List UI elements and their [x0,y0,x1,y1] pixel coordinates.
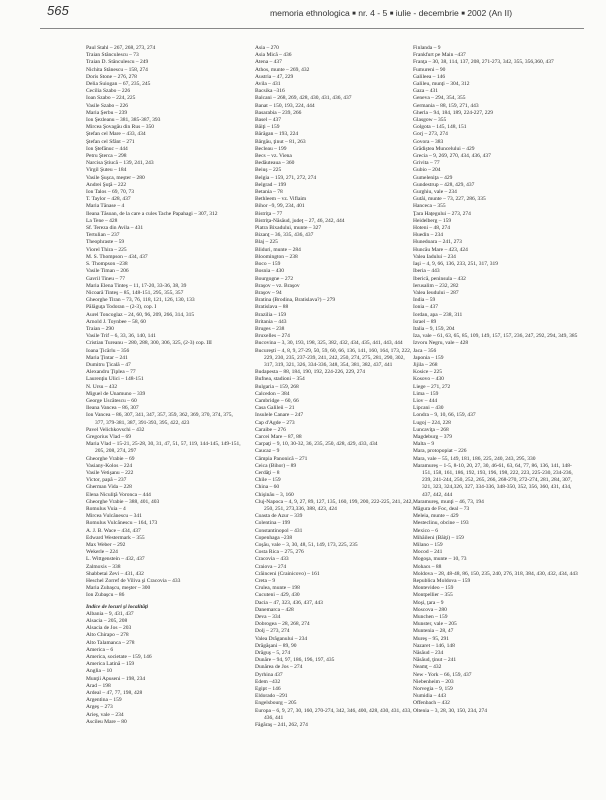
index-entry: Ştefan cel Mare – 433, 434 [86,131,146,138]
index-entry: Bârgău, ţinut – 81, 263 [255,138,306,145]
index-entry: Valea Ieudului – 287 [413,289,459,296]
index-entry: Maria Tănase – 4 [86,203,125,210]
index-entry: New - York – 66, 159, 437 [413,671,472,678]
index-entry: A. J. B. Wace – 434, 437 [86,527,141,534]
index-entry: Ştefan cel Sfânt – 271 [86,138,135,145]
index-entry: Zalmoxis – 338 [86,563,121,570]
index-entry: Traian – 290 [86,325,114,332]
index-entry: America – 6 [86,646,114,653]
index-entry: Grecia – 9, 269, 270, 434, 436, 437 [413,153,491,160]
index-entry: Iza, vale – 61, 63, 65, 85, 109, 149, 157, 157, 236, 247, 292, 294, 349, 385 [413,333,578,340]
index-entry: Huedin – 234 [413,232,443,239]
index-entry: Heidelberg – 159 [413,217,452,224]
index-entry: Oltenia – 3, 28, 30, 150, 234, 274 [413,707,487,714]
index-entry: Cristian Tureanu – 280, 288, 300, 306, 325, (2-3) cop. III [86,340,212,347]
index-entry: Năsăud – 234 [413,650,444,657]
index-entry: Bratislava – 88 [255,304,289,311]
index-entry: Republica Moldova – 159 [413,578,471,585]
index-entry: Becs – vz. Viena [255,153,292,160]
index-entry: Ileana Tăsoan, de la care a cules Tache Papahagi – 307, 312 [86,210,218,217]
index-entry: M. S. Thompson – 434, 437 [86,253,148,260]
index-entry: Fumureni – 90 [413,66,446,73]
index-entry: Gheorghe Tiran – 73, 76, 118, 121, 126, 130, 133 [86,297,195,304]
index-entry: Milano – 159 [413,542,443,549]
index-entry: Craiova – 274 [255,563,287,570]
index-entry: Gavril Tineu – 77 [86,275,125,282]
index-entry: Alsacia – 205, 208 [86,618,128,625]
index-entry: Brazilia – 159 [255,311,287,318]
header-rule [40,28,584,29]
index-entry: Moşi, ţara – 9 [413,599,444,606]
index-entry: Basarabia – 239, 266 [255,109,302,116]
index-entry: T. Taylor – 428, 437 [86,196,131,203]
index-column-2 [255,45,413,729]
index-entry: Arnold J. Toynbee – 58, 60 [86,318,146,325]
index-entry: Narcisa Ştiucă – 139, 241, 243 [86,160,154,167]
index-entry: Calcedon – 384 [255,390,290,397]
index-entry: Mircea Vulcănescu – 341 [86,513,142,520]
persons-index-list [86,45,241,600]
index-entry: Nazaret – 146, 148 [413,642,455,649]
index-entry: Drăguş – 5, 274 [255,650,291,657]
index-entry: Govora – 383 [413,138,444,145]
index-entry: Bizanţ – 36, 335, 436, 437 [255,232,314,239]
index-entry: Wekerle – 224 [86,549,118,556]
index-entry: Engelsbourg – 205 [255,700,297,707]
index-entry: N. Ursu – 432 [86,383,118,390]
index-entry: Bethleem – vz. Viflaim [255,196,307,203]
index-column-1 [86,45,241,726]
index-entry: Gherla – 94, 184, 189, 224-227, 229 [413,109,494,116]
index-entry: Crăinceni (Crainicovo) – 161 [255,570,320,577]
index-entry: Caucaz – 9 [255,448,280,455]
index-entry: Elena Niculiţă Voronca – 444 [86,491,151,498]
index-entry: Romulus Vuia – 4 [86,506,126,512]
index-entry: Gheorghe Vrabie – 69 [86,455,135,462]
index-entry: Chile – 159 [255,477,281,484]
index-entry: Geneva – 294, 354, 355 [413,95,466,102]
index-entry: Anglia – 10 [86,668,112,675]
index-entry: Jaca – 356 [413,347,437,354]
index-entry: Alsacia de Jos – 203 [86,625,132,632]
index-entry: Ion Zubaşcu – 86 [86,592,125,599]
index-entry: Ierusalim – 232, 282 [413,282,459,289]
index-entry: Doris Stone – 276, 278 [86,73,137,80]
index-entry: Vasile Şuşca, meşter – 280 [86,174,145,181]
index-entry: Arieş, vale – 234 [86,711,124,718]
index-entry: Beiuş – 225 [255,167,282,174]
index-entry: Ceica (Bihor) – 89 [255,462,297,469]
index-entry: Basel – 437 [255,117,281,124]
index-entry: Hanceca – 355 [413,203,446,210]
index-entry: Eldorado –291 [255,693,288,700]
index-entry: Blaj – 225 [255,239,278,246]
index-entry: Bucureşti – 4, 8, 9, 27-29, 50, 59, 60, 66, 136, 141, 160, 164, 173, 222, 229, 230, 235, 237-239, 241, 242, 250, 274, 275, 281, 290, 302, 317, 319, 321, 326, 334-336, 348, 354, 381, 382, 437, 441 [255,347,412,368]
index-entry: Ţara Haţegului – 273, 274 [413,210,471,217]
separator-square: ■ [389,11,394,17]
index-entry: Petru Şterca – 298 [86,153,127,160]
index-entry: Iordan, apa – 238, 311 [413,311,463,318]
index-entry: Hoteni – 48, 274 [413,225,450,232]
index-entry: Munţii Apuseni – 198, 234 [86,675,146,682]
index-entry: Albania – 9, 431, 437 [86,610,134,617]
index-entry: Boco – 159 [255,261,281,268]
places-index-title: Indice de locuri şi localităţi [86,603,149,610]
index-entry: Pălăguţa Todoran – (2-3), cop. I [86,304,157,311]
index-entry: America, societate – 159, 146 [86,654,152,661]
index-entry: Bratina (Brodina, Bratislava?) – 279 [255,297,336,304]
index-entry: Bulgaria – 159, 268 [255,383,299,390]
index-entry: Cerdăţi – 8 [255,469,280,476]
index-entry: Coasta de Azur – 339 [255,513,303,520]
index-entry: Ardeal – 47, 77, 198, 428 [86,690,143,697]
index-entry: Edward Westermark – 355 [86,534,145,541]
index-entry: Maria Vlad – 15-21, 25-28, 30, 31, 47, 51, 57, 119, 144-145, 149-151, 205, 208, 274, 297 [86,441,241,455]
index-entry: Cracovia – 433 [255,556,289,563]
index-entry: Piatra Bixadului, munte – 327 [255,225,322,232]
index-entry: S. Thompson –238 [86,261,128,268]
index-entry: Laurenţiu Ulici – 148-151 [86,376,144,383]
index-entry: Belgrad – 199 [255,181,287,188]
index-entry: La Tene – 428 [86,217,118,224]
index-entry: Luncaviţa – 268 [413,426,449,433]
index-entry: China – 60 [255,484,280,491]
index-entry: Valea Iadului – 234 [413,253,456,260]
index-column-3 [413,45,578,715]
index-entry: Bufnea, stadioni – 354 [255,376,305,383]
index-entry: Avila – 431 [255,81,281,88]
index-entry: Mocod – 241 [413,549,443,556]
index-entry: George Uscătescu – 60 [86,397,137,404]
page-number: 565 [47,3,69,18]
index-entry: Magdeburg – 379 [413,433,453,440]
index-entry: Maramureş – 1-5, 8-10, 20, 27, 30, 46-61, 63, 64, 77, 86, 136, 141, 148-151, 158, 161, 186, 192, 193, 196, 198, 222, 223, 225-230, 234-236, 239, 241-244, 250, 252, 265, 266, 268-270, 272-274, 281, 284, 307, 321, 323, 324,326, 327, 334-336, 348-350, 352, 356, 360, 431, 434, 437, 442, 444 [413,462,573,498]
index-entry: Constantinopol – 431 [255,527,303,534]
index-entry: Dunărea de Jos – 274 [255,664,303,671]
index-entry: Budapesta – 88, 184, 190, 192, 224-226, 229, 274 [255,369,365,376]
index-entry: Iberică, peninsula – 432 [413,275,466,282]
index-entry: Maramureş, munţi – 46, 73, 194 [413,498,484,505]
journal-header [270,8,512,18]
index-entry: Gundestrup – 428, 429, 437 [413,181,475,188]
index-entry: Munster, vale – 205 [413,621,457,628]
index-entry: Mesteclinu, obcine – 193 [413,520,469,527]
index-entry: Vasiany-Kolos – 224 [86,462,133,469]
index-entry: Montpellier – 355 [413,592,453,599]
index-entry: Iaşi – 4, 9, 66, 136, 233, 251, 317, 319 [413,261,498,268]
index-entry: Câmpia Panonică – 271 [255,455,308,462]
index-entry: Europa – 6, 9, 27, 30, 160, 270-274, 342, 346, 400, 428, 430, 431, 433, 436, 441 [255,707,412,721]
index-entry: Jijila – 268 [413,361,438,368]
index-entry: Caraibe – 276 [255,426,286,433]
index-entry: Huncău Mare – 423, 424 [413,246,468,253]
index-entry: Galileea – 146 [413,73,446,80]
index-entry: Dacia – 47, 323, 436, 437, 443 [255,599,323,606]
index-entry: Franţa – 30, 38, 114, 137, 208, 271-273, 342, 355, 356,360, 437 [413,59,554,66]
index-entry: Arad – 198 [86,682,111,689]
index-entry: Ileana Vancea – 86, 307 [86,405,139,412]
index-entry: America Latină – 159 [86,661,135,668]
index-entry: Dunăre – 94, 97, 186, 196, 197, 435 [255,657,335,664]
index-entry: Vasile Timan – 206 [86,268,129,275]
index-entry: Kosice – 225 [413,369,443,376]
index-entry: Shabbetai Zevi – 431, 432 [86,570,144,577]
index-entry: Iberia – 443 [413,268,440,275]
index-entry: Britania – 443 [255,318,287,325]
index-entry: Italia – 9, 159, 204 [413,325,455,332]
index-entry: Balcani – 268, 269, 428, 430, 431, 436, 437 [255,95,352,102]
index-entry: Egipt – 146 [255,686,281,693]
issue-period: iulie - decembrie [395,8,459,18]
index-entry: Golgota – 145, 148, 151 [413,124,467,131]
index-entry: Copenhaga –238 [255,534,293,541]
index-entry: Lugoj – 224, 228 [413,419,451,426]
index-entry: Dyrhina 437 [255,671,283,678]
index-entry: Alexandru Ţiplea – 77 [86,369,136,376]
index-entry: Victor, papă – 237 [86,477,127,484]
index-entry: Insulele Canare – 247 [255,412,304,419]
index-entry: Gorj – 273, 274 [413,131,448,138]
index-entry: Creta – 9 [255,578,276,585]
index-entry: Bistriţa-Năsăud, judeţ – 27, 46, 242, 444 [255,217,345,224]
index-entry: Carpaţi – 9, 10, 30-32, 36, 235, 250, 428, 429, 433, 434 [255,441,378,448]
index-entry: Grădiştea Muncelului – 429 [413,145,475,152]
index-entry: Aurel Toncoglaz – 24, 60, 96, 209, 266, 314, 315 [86,311,195,318]
index-entry: Cap d'Agde – 273 [255,419,295,426]
index-entry: Carcei Mare – 87, 88 [255,433,302,440]
index-entry: Vasile Vetişanu – 222 [86,469,134,476]
index-entry: Bacsika –316 [255,88,285,95]
index-entry: Gheorghe Vrabie – 388, 401, 403 [86,498,160,505]
index-entry: Deva – 334 [255,614,281,621]
index-entry: Becleau – 199 [255,145,287,152]
index-entry: Andrei Şuţă – 222 [86,181,127,188]
index-entry: Norvegia – 9, 159 [413,686,453,693]
index-entry: Dolj – 273, 274 [255,628,290,635]
index-entry: Kosovo – 430 [413,376,444,383]
index-entry: Betania – 78 [255,189,283,196]
index-entry: Frankfurt pe Main –437 [413,52,466,59]
index-entry: Danemarca – 428 [255,606,294,613]
index-entry: Gumeleniţa – 429 [413,174,453,181]
index-entry: Crulea, munte – 198 [255,585,300,592]
index-entry: Făgăraş – 241, 262, 274 [255,722,308,729]
index-entry: Mexico – 6 [413,527,439,534]
index-entry: Alto Talamanca – 278 [86,639,135,646]
index-entry: Paul Stahl – 267, 268, 273, 274 [86,45,156,51]
index-entry: Mogoşa, munte – 10, 73 [413,556,467,563]
index-entry: Mircea Şovagău din Rus – 350 [86,124,154,131]
index-entry: Liege – 271, 272 [413,383,451,390]
index-entry: Offenbach – 432 [413,700,450,707]
index-entry: India – 59 [413,297,436,304]
index-entry: Munchen – 159 [413,614,448,621]
index-entry: Ion Talos – 69, 70, 73 [86,189,134,196]
index-entry: Bruxelles – 274 [255,333,290,340]
index-entry: Dobrogea – 28, 268, 274 [255,621,310,628]
index-entry: Cecilia Szabo – 226 [86,88,131,95]
index-entry: Maria Şerbu – 239 [86,109,128,116]
index-entry: Austria – 47, 229 [255,73,294,80]
index-entry: Bărăgan – 193, 224 [255,131,299,138]
index-entry: Bliduri, munte – 284 [255,246,301,253]
index-entry: Heschel Zorref de Viliva şi Cracovia – 433 [86,578,181,585]
index-entry: Ion Ştefănuc – 444 [86,145,128,152]
index-entry: Montevideo – 159 [413,585,454,592]
index-entry: Lima – 159 [413,390,439,397]
index-entry: Gregorius Vlad – 69 [86,433,131,440]
index-entry: Meleia, munte – 429 [413,513,459,520]
index-entry: Finlanda – 9 [413,45,441,51]
index-entry: Bruges – 238 [255,325,285,332]
index-entry: Neamţ – 432 [413,664,442,671]
index-entry: Japonia – 159 [413,354,444,361]
index-entry: Nichita Stănescu – 158, 274 [86,66,148,73]
index-entry: Hunedoara – 241, 273 [413,239,462,246]
index-entry: Nicoară Tinteş – 85, 148-151, 295, 355, 357 [86,289,184,296]
index-entry: Bistriţa – 77 [255,210,283,217]
index-entry: Athos, munte – 269, 432 [255,66,310,73]
places-index-list [86,611,241,726]
issue-year: 2002 (An II) [467,8,513,18]
index-entry: Banat – 150, 193, 224, 444 [255,102,315,109]
index-entry: Mara, protopopiat – 226 [413,448,467,455]
index-entry: Gherman Vida – 228 [86,484,132,491]
separator-square: ■ [461,11,465,17]
index-entry: Romulus Vulcănescu – 164, 173 [86,520,158,527]
index-entry: Sf. Tereza din Avila – 431 [86,225,144,232]
index-entry: Chişinău – 3, 160 [255,491,294,498]
index-entry: Pavel Velichkovschi – 432 [86,426,145,433]
index-entry: Edem –432 [255,678,281,685]
index-entry: Londra – 9, 10, 66, 159, 437 [413,412,476,419]
index-entry: Cluj-Napoca – 4, 9, 27, 89, 127, 135, 160, 199, 200, 222-225, 241, 242, 250, 251, 273,336, 388, 423, 424 [255,498,413,512]
index-entry: Ascileu Mare – 80 [86,718,127,725]
index-entry: Vasile Szabo – 226 [86,102,129,109]
index-entry: Izvoru Negru, vale – 428 [413,340,469,347]
index-entry: Ioana Ţicărlu – 356 [86,347,130,354]
index-entry: Asia Mică – 436 [255,52,292,59]
index-entry: Alto Chirapo – 278 [86,632,129,639]
index-entry: Delia Suiogan – 67, 235, 245 [86,81,151,88]
index-entry: Maria Elena Tinteş – 11, 17-20, 33-36, 38, 39 [86,282,187,289]
index-entry: L. Wittgenstein – 432, 437 [86,556,145,563]
index-entry: Vasile Trif – 6, 33, 36, 140, 141 [86,333,156,340]
index-entry: Bourgogne – 272 [255,275,294,282]
index-entry: Lipcani – 430 [413,405,444,412]
index-entry: Costa Rica – 275, 276 [255,549,304,556]
index-entry: Bedăuteaua – 360 [255,160,295,167]
index-entry: Israel – 89 [413,318,437,325]
index-entry: Ion Şezleanu – 381, 385-387, 393 [86,117,161,124]
index-entry: Ion Vancea – 86, 307, 341, 347, 357, 359, 362, 369, 370, 374, 375, 377, 379-381, 387, 391-393, 395, 422, 423 [86,412,233,426]
index-entry: Cucuteni – 429, 430 [255,592,300,599]
index-entry: Ionia – 437 [413,304,439,311]
index-entry: Malta – 9 [413,441,435,448]
index-entry: Bosnia – 430 [255,268,285,275]
index-entry: Viorel Thira – 225 [86,246,127,253]
index-entry: Gurghiu, vale – 234 [413,189,457,196]
index-entry: Miguel de Unamuno – 339 [86,390,146,397]
index-entry: Glasgow – 355 [413,117,447,124]
index-entry: Maria Ţintar – 241 [86,354,128,361]
index-entry: Argentina – 159 [86,697,122,704]
journal-title: memoria ethnologica [270,8,350,18]
index-entry: Virgil Şuteu – 184 [86,167,127,174]
separator-square: ■ [352,11,356,17]
index-entry: Atena – 437 [255,59,282,66]
index-entry: Dumitru Ţicală – 47 [86,361,131,368]
index-entry: Mureş – 95, 291 [413,635,450,642]
index-entry: Belgia – 159, 271, 272, 274 [255,174,317,181]
index-entry: Mohacs – 88 [413,563,442,570]
index-entry: Niebenheim – 203 [413,678,454,685]
index-entry: Valea Drăganului – 234 [255,635,308,642]
index-entry: Bloomington – 238 [255,253,298,260]
issue-number: nr. 4 - 5 [358,8,388,18]
index-entry: Măgura de Foc, deal – 73 [413,506,470,512]
index-entry: Braşov – vz. Braşov [255,282,300,289]
index-entry: Mara, vale – 55, 149, 181, 186, 225, 240, 243, 295, 330 [413,455,536,462]
index-entry: Traian Stănculescu – 73 [86,52,139,59]
index-entry: Colentina – 199 [255,520,291,527]
index-entry: Băiţi – 159 [255,124,280,131]
index-entry: Asia – 270 [255,45,279,51]
index-entry: Max Weber – 292 [86,542,126,549]
index-entry: Grivita – 77 [413,160,440,167]
index-entry: Muntenia – 28, 47 [413,628,454,635]
index-entry: Argeş – 273 [86,704,113,711]
index-entry: Theophraste – 59 [86,239,125,246]
index-entry: Gutâi, munte – 73, 227, 286, 335 [413,196,486,203]
index-entry: Traian D. Stănculescu – 249 [86,59,149,66]
index-entry: Casa Galileii – 21 [255,405,295,412]
index-entry: Gaza – 431 [413,88,439,95]
index-entry: Liov – 444 [413,397,438,404]
index-entry: Moldova – 28, 48-48, 86, 150, 235, 240, 276, 318, 384, 430, 432, 434, 443 [413,570,578,577]
index-entry: Coşău, vale – 3, 30, 48, 51, 149, 173, 225, 235 [255,542,358,549]
index-entry: Bucovina – 3, 30, 193, 198, 325, 382, 432, 434, 435, 441, 443, 444 [255,340,403,347]
index-entry: Tertulian – 237 [86,232,120,239]
index-entry: Ioan Szabo – 224, 225 [86,95,136,102]
index-entry: Moscova – 280 [413,606,447,613]
index-entry: Drăgăşani – 89, 90 [255,642,297,649]
index-entry: Braşov – 94 [255,289,282,296]
index-entry: Bihor –9, 99, 234, 401 [255,203,305,210]
index-entry: Germania – 88, 159, 271, 443 [413,102,479,109]
index-entry: Năsăud, ţinut – 241 [413,657,457,664]
index-entry: Gubio – 204 [413,167,441,174]
index-entry: Numidia – 443 [413,693,446,700]
index-entry: Galileu, munţi – 304, 312 [413,81,470,88]
index-entry: Maria Zubaşcu, meşter – 300 [86,585,151,592]
index-entry: Mihăileni (Băiţi) – 159 [413,534,464,541]
index-entry: Cambridge – 60, 66 [255,397,299,404]
